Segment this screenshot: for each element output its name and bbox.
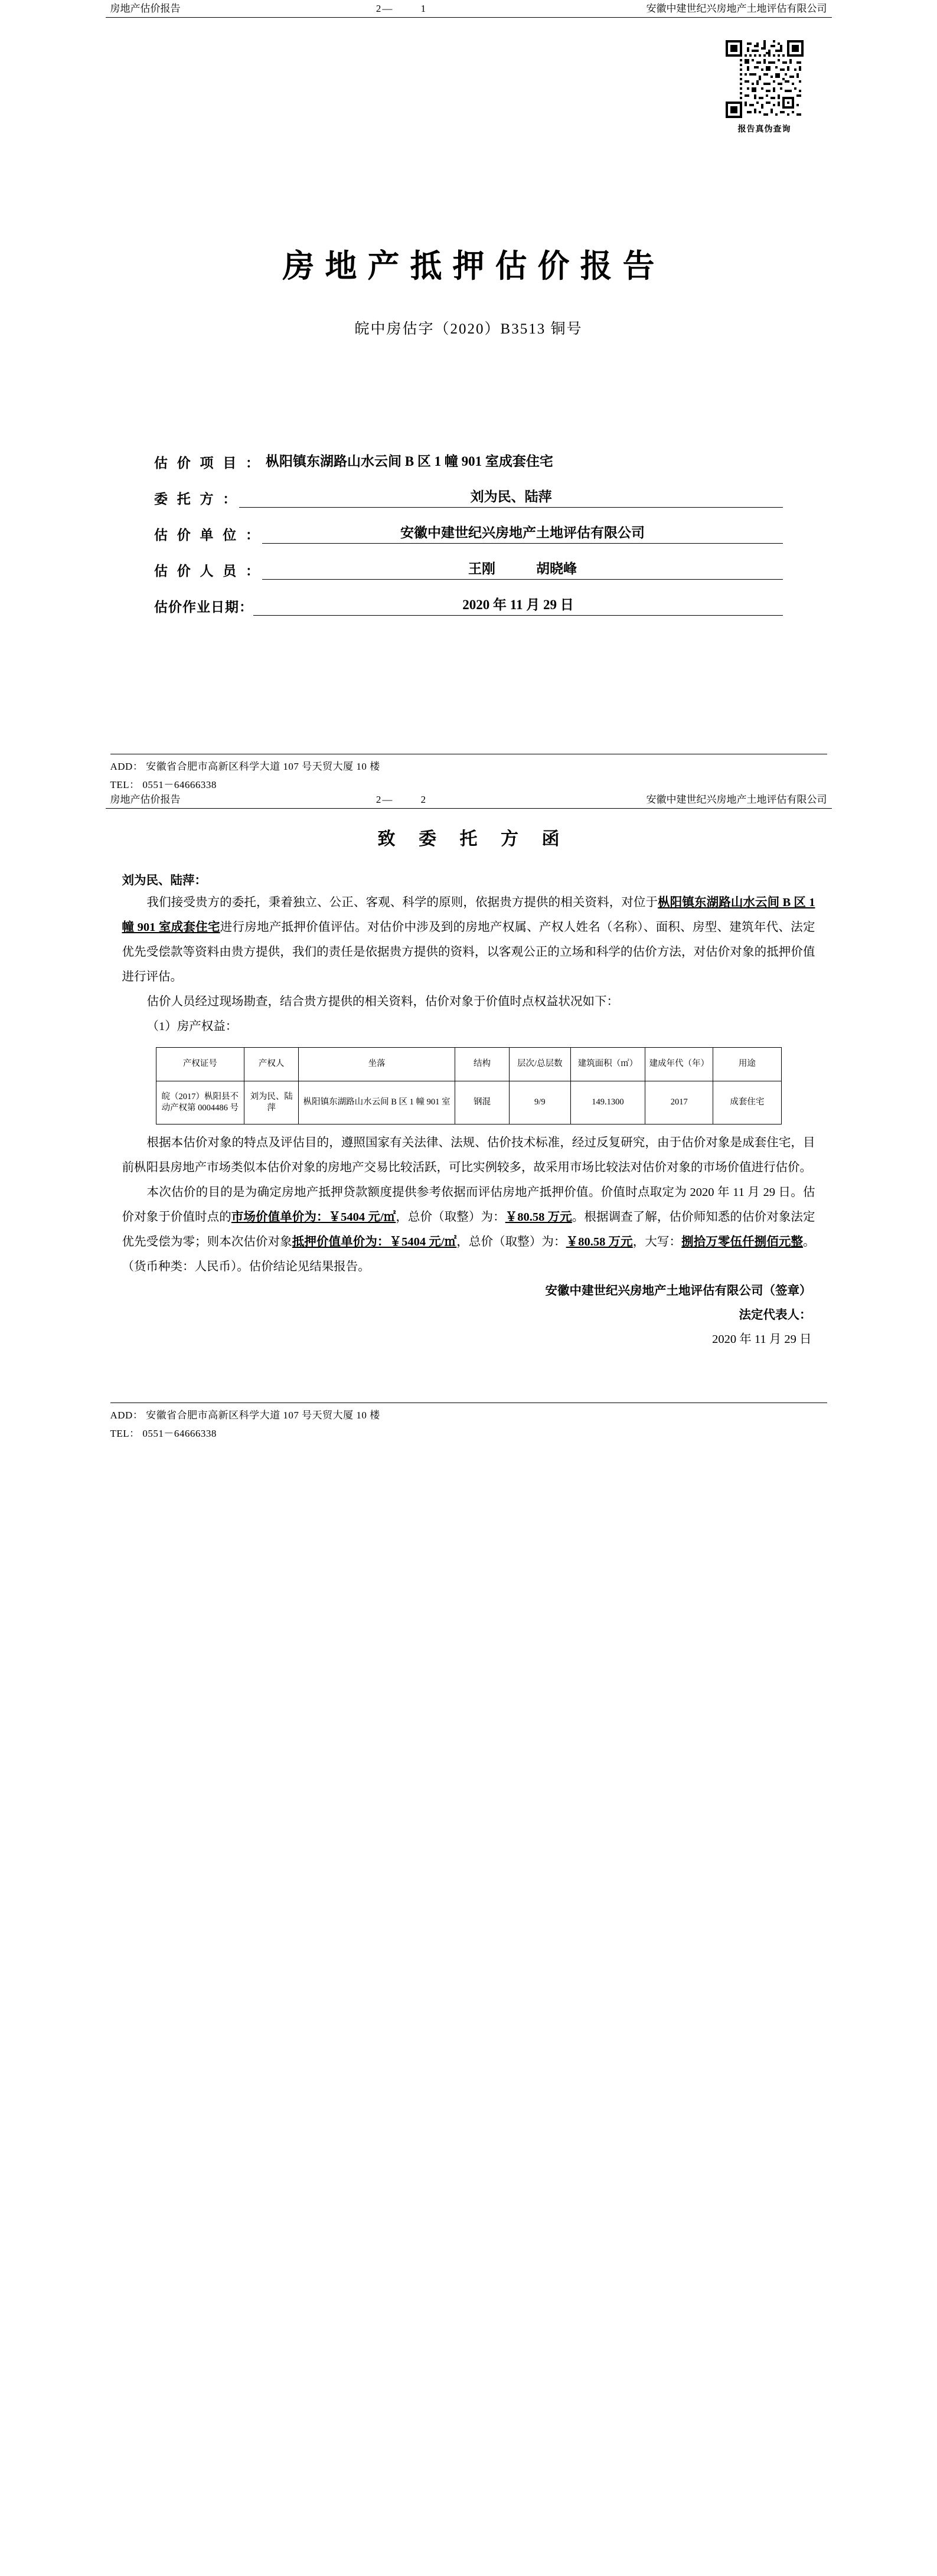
info-value-appraiser-company: 安徽中建世纪兴房地产土地评估有限公司 [262, 522, 783, 544]
para5-part-b4: ，大写： [632, 1235, 682, 1249]
page-marker-2: 2— [376, 794, 394, 805]
cell-floor: 9/9 [510, 1081, 571, 1124]
footer-address: ADD： 安徽省合肥市高新区科学大道 107 号天贸大厦 10 楼 [110, 761, 380, 772]
qr-caption: 报告真伪查询 [737, 125, 791, 134]
col-build-year: 建成年代（年） [645, 1048, 713, 1081]
col-location: 坐落 [299, 1048, 455, 1081]
running-header-left-2: 房地产估价报告 [110, 794, 181, 805]
para5-mortgage-total-price: ￥80.58 万元 [566, 1235, 633, 1249]
para5-mortgage-unit-price: 抵押价值单价为：￥5404 元/㎡ [292, 1235, 457, 1249]
running-header-left: 房地产估价报告 [110, 3, 181, 14]
info-row-appraisers [154, 558, 783, 580]
page-1 [0, 0, 937, 791]
para5-market-total-price: ￥80.58 万元 [505, 1211, 572, 1224]
property-rights-table [156, 1047, 782, 1124]
para5-part-b5: 。（货币种类：人民币）。估价结论见结果报告。 [122, 1235, 815, 1274]
col-structure: 结构 [455, 1048, 509, 1081]
info-label-project: 估 价 项 目 ： [154, 456, 262, 470]
qr-code-icon [726, 40, 804, 118]
info-label-appraiser-company: 估 价 单 位 ： [154, 528, 262, 542]
info-row-appraiser-company [154, 522, 783, 544]
running-header-center-2 [181, 794, 647, 806]
page-footer-1 [106, 754, 832, 791]
qr-block [106, 40, 832, 135]
cell-build-year: 2017 [645, 1081, 713, 1124]
cell-usage: 成套住宅 [713, 1081, 781, 1124]
letter-salutation: 刘为民、陆萍： [122, 874, 207, 887]
cell-certificate-no: 皖（2017）枞阳县不动产权第 0004486 号 [156, 1081, 244, 1124]
footer-tel: TEL： 0551－64666338 [110, 779, 217, 790]
cell-location: 枞阳镇东湖路山水云间 B 区 1 幢 901 室 [299, 1081, 455, 1124]
running-header-right: 安徽中建世纪兴房地产土地评估有限公司 [646, 3, 827, 14]
letter-paragraph-4: 根据本估价对象的特点及评估目的，遵照国家有关法律、法规、估价技术标准，经过反复研究，由于估价对象是成套住宅，目前枞阳县房地产市场类似本估价对象的房地产交易比较活跃，可比实例较多，故采用市场比较法对估价对象的市场价值进行估价。 [122, 1136, 815, 1175]
info-label-appraisers: 估 价 人 员 ： [154, 564, 262, 578]
footer-address-2: ADD： 安徽省合肥市高新区科学大道 107 号天贸大厦 10 楼 [110, 1410, 380, 1421]
running-header-right-2: 安徽中建世纪兴房地产土地评估有限公司 [646, 794, 827, 805]
info-row-project [154, 450, 783, 472]
para5-amount-in-words: 捌拾万零伍仟捌佰元整 [681, 1235, 804, 1249]
info-value-appraisers: 王刚 胡晓峰 [262, 558, 783, 580]
para1-underlined-subject: 枞阳镇东湖路山水云间 B 区 1 幢 901 室成套住宅 [122, 896, 815, 934]
para5-part-b2: 。根据调查了解，估价师知悉的估价对象法定优先受偿为零；则本次估价对象 [122, 1211, 815, 1249]
info-row-date [154, 594, 783, 616]
para5-part-b1: ，总价（取整）为： [396, 1211, 505, 1224]
cell-structure: 钢混 [455, 1081, 509, 1124]
col-certificate-no: 产权证号 [156, 1048, 244, 1081]
cell-building-area: 149.1300 [570, 1081, 645, 1124]
info-value-client: 刘为民、陆萍 [239, 486, 783, 508]
running-header-page1 [106, 0, 832, 18]
col-usage: 用途 [713, 1048, 781, 1081]
page-marker: 2— [376, 3, 394, 14]
signature-company: 安徽中建世纪兴房地产土地评估有限公司（签章） [545, 1284, 812, 1298]
letter-paragraph-1 [106, 890, 832, 989]
info-value-date: 2020 年 11 月 29 日 [253, 594, 783, 616]
col-owner: 产权人 [244, 1048, 299, 1081]
running-header-page2 [106, 791, 832, 809]
letter-title: 致 委 托 方 函 [377, 829, 569, 849]
page-number-2: 2 [420, 794, 427, 805]
document-code: 皖中房估字（2020）B3513 铜号 [354, 321, 583, 337]
letter-paragraph-3: （1）房产权益： [146, 1020, 238, 1034]
letter-paragraph-2: 估价人员经过现场勘查，结合贵方提供的相关资料，估价对象于价值时点权益状况如下： [146, 995, 619, 1009]
para5-part-b3: ，总价（取整）为： [456, 1235, 566, 1249]
page-number: 1 [420, 3, 427, 14]
col-building-area: 建筑面积（㎡） [570, 1048, 645, 1081]
page-2 [0, 791, 937, 1440]
signature-date: 2020 年 11 月 29 日 [712, 1333, 812, 1346]
col-floor: 层次/总层数 [510, 1048, 571, 1081]
table-row [156, 1081, 781, 1124]
document-title: 房地产抵押估价报告 [282, 249, 665, 284]
info-value-project: 枞阳镇东湖路山水云间 B 区 1 幢 901 室成套住宅 [266, 454, 553, 469]
para5-part-a: 本次估价的目的是为确定房地产抵押贷款额度提供参考依据而评估房地产抵押价值。价值时点取定为 2020 年 11 月 29 日。估价对象于价值时点的 [122, 1186, 815, 1224]
letter-paragraph-5 [106, 1180, 832, 1279]
running-header-center [181, 3, 647, 15]
page-footer-2 [106, 1403, 832, 1440]
cover-info-block [154, 450, 783, 616]
signature-legal-rep: 法定代表人： [739, 1309, 812, 1322]
footer-tel-2: TEL： 0551－64666338 [110, 1428, 217, 1440]
info-label-client: 委 托 方 ： [154, 492, 240, 506]
para5-market-unit-price: 市场价值单价为：￥5404 元/㎡ [231, 1211, 396, 1224]
para1-part-b: 进行房地产抵押价值评估。对估价中涉及到的房地产权属、产权人姓名（名称）、面积、房型、建筑年代、法定优先受偿款等资料由贵方提供，我们的责任是依据贵方提供的资料，以客观公正的立场和科学的估价方法，对估价对象的抵押价值进行评估。 [122, 921, 815, 984]
info-label-date: 估价作业日期： [154, 600, 253, 614]
para1-part-a: 我们接受贵方的委托，秉着独立、公正、客观、科学的原则，依据贵方提供的相关资料，对位于 [146, 896, 658, 909]
cell-owner: 刘为民、陆萍 [244, 1081, 299, 1124]
info-row-client [154, 486, 783, 508]
table-header-row [156, 1048, 781, 1081]
